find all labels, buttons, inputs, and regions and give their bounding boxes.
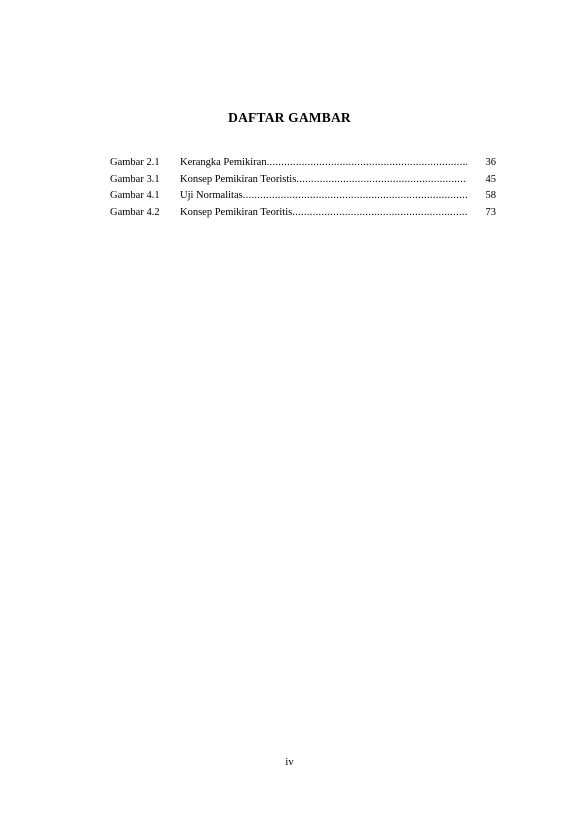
figure-page: 73 xyxy=(485,206,496,218)
dot-leader xyxy=(292,205,467,222)
dot-leader xyxy=(296,172,467,189)
list-item xyxy=(110,188,496,205)
figure-title-leader xyxy=(180,205,467,222)
list-item xyxy=(110,172,496,189)
list-item xyxy=(110,155,496,172)
figure-title: Uji Normalitas xyxy=(180,190,243,201)
figure-page: 36 xyxy=(485,157,496,168)
page-title: DAFTAR GAMBAR xyxy=(228,110,351,125)
list-item xyxy=(110,205,496,222)
figure-page: 58 xyxy=(485,190,496,201)
figure-label: Gambar 3.1 xyxy=(110,173,160,185)
figure-page: 45 xyxy=(485,173,496,185)
figure-title-leader xyxy=(180,172,467,189)
figure-list xyxy=(110,155,496,221)
figure-title: Kerangka Pemikiran xyxy=(180,157,267,168)
figure-title: Konsep Pemikiran Teoritis xyxy=(180,206,293,218)
figure-label: Gambar 4.1 xyxy=(110,190,160,201)
figure-title-leader xyxy=(180,155,467,172)
figure-label: Gambar 2.1 xyxy=(110,157,160,168)
page-number: iv xyxy=(285,757,294,768)
dot-leader xyxy=(267,155,467,172)
figure-title-leader xyxy=(180,188,467,205)
dot-leader xyxy=(243,188,467,205)
figure-label: Gambar 4.2 xyxy=(110,206,160,218)
figure-title: Konsep Pemikiran Teoristis xyxy=(180,173,297,185)
